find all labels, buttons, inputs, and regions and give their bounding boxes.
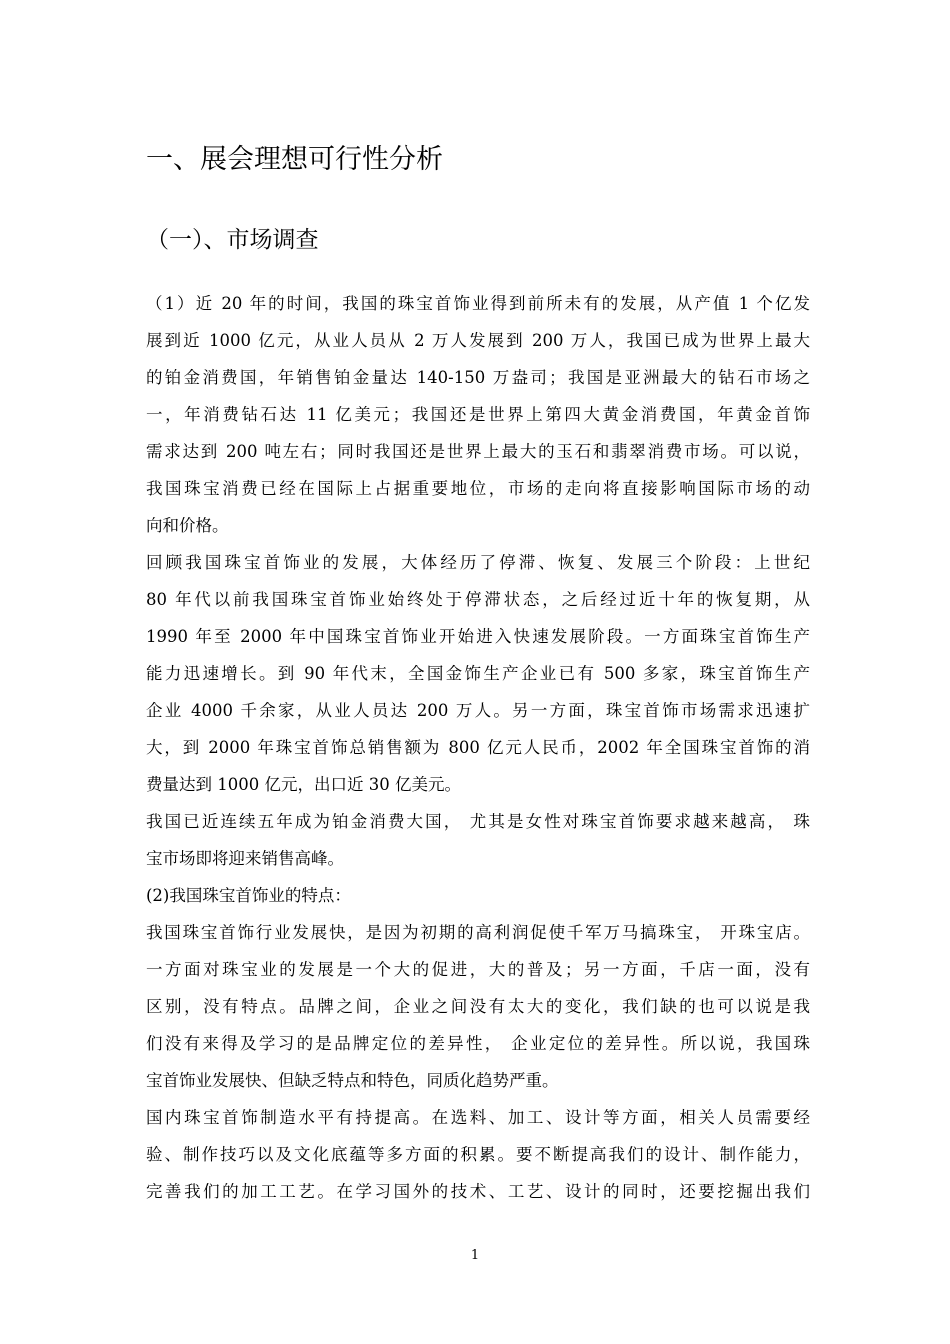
text-line: 大，到 2000 年珠宝首饰总销售额为 800 亿元人民币，2002 年全国珠宝首饰的消 <box>146 738 810 757</box>
text-line: 能力迅速增长。到 90 年代末，全国金饰生产企业已有 500 多家，珠宝首饰生产 <box>146 664 810 683</box>
text-line: 费量达到 1000 亿元，出口近 30 亿美元。 <box>146 775 461 794</box>
subsection-heading: （一）、市场调查 <box>146 227 319 253</box>
text-line: 区别，没有特点。品牌之间，企业之间没有太大的变化，我们缺的也可以说是我 <box>146 997 810 1016</box>
text-line: 我国珠宝消费已经在国际上占据重要地位，市场的走向将直接影响国际市场的动 <box>146 479 810 498</box>
text-line: 我国已近连续五年成为铂金消费大国， 尤其是女性对珠宝首饰要求越来越高， 珠 <box>146 812 810 831</box>
text-line: 们没有来得及学习的是品牌定位的差异性， 企业定位的差异性。所以说，我国珠 <box>146 1034 810 1053</box>
page-number: 1 <box>470 1248 480 1263</box>
text-line: 宝市场即将迎来销售高峰。 <box>146 849 344 868</box>
text-line: （1）近 20 年的时间，我国的珠宝首饰业得到前所未有的发展，从产值 1 个亿发 <box>146 294 810 313</box>
text-line: 展到近 1000 亿元，从业人员从 2 万人发展到 200 万人，我国已成为世界上最大 <box>146 331 810 350</box>
text-line: 一，年消费钻石达 11 亿美元；我国还是世界上第四大黄金消费国，年黄金首饰 <box>146 405 810 424</box>
text-line: 需求达到 200 吨左右；同时我国还是世界上最大的玉石和翡翠消费市场。可以说， <box>146 442 810 461</box>
text-line: 验、制作技巧以及文化底蕴等多方面的积累。要不断提高我们的设计、制作能力， <box>146 1145 810 1164</box>
text-line: 宝首饰业发展快、但缺乏特点和特色，同质化趋势严重。 <box>146 1071 559 1090</box>
body-text <box>146 285 810 1210</box>
text-line: 1990 年至 2000 年中国珠宝首饰业开始进入快速发展阶段。一方面珠宝首饰生产 <box>146 627 810 646</box>
text-line: 国内珠宝首饰制造水平有持提高。在选料、加工、设计等方面，相关人员需要经 <box>146 1108 810 1127</box>
text-line: 80 年代以前我国珠宝首饰业始终处于停滞状态，之后经过近十年的恢复期，从 <box>146 590 810 609</box>
text-line: 完善我们的加工工艺。在学习国外的技术、工艺、设计的同时，还要挖掘出我们 <box>146 1182 810 1201</box>
text-line: 向和价格。 <box>146 516 229 535</box>
text-line: (2)我国珠宝首饰业的特点： <box>146 886 351 905</box>
text-line: 企业 4000 千余家，从业人员达 200 万人。另一方面，珠宝首饰市场需求迅速扩 <box>146 701 810 720</box>
text-line: 一方面对珠宝业的发展是一个大的促进，大的普及；另一方面，千店一面，没有 <box>146 960 810 979</box>
text-line: 的铂金消费国，年销售铂金量达 140-150 万盎司；我国是亚洲最大的钻石市场之 <box>146 368 810 387</box>
text-line: 回顾我国珠宝首饰业的发展，大体经历了停滞、恢复、发展三个阶段：上世纪 <box>146 553 810 572</box>
text-line: 我国珠宝首饰行业发展快，是因为初期的高利润促使千军万马搞珠宝， 开珠宝店。 <box>146 923 810 942</box>
section-heading: 一、展会理想可行性分析 <box>146 144 443 175</box>
